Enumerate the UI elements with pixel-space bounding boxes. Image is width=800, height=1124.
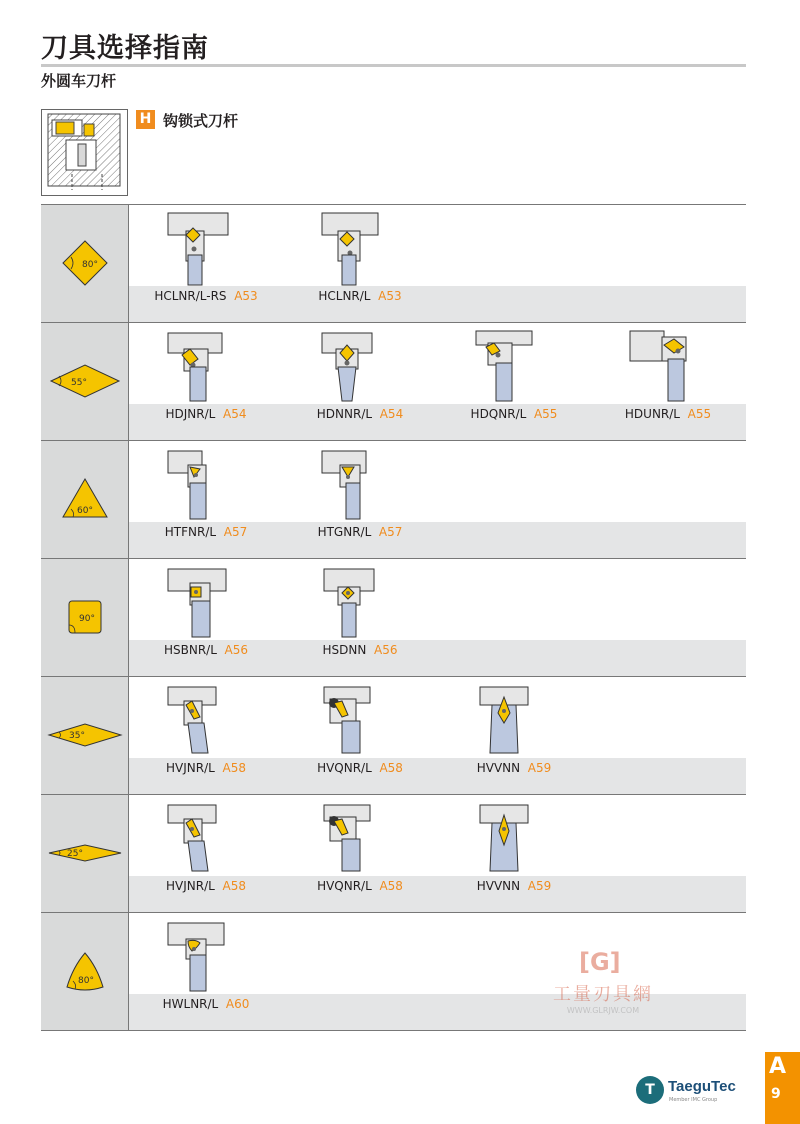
tool-item[interactable] <box>129 795 283 912</box>
insert-shape-cell <box>41 323 129 440</box>
tool-code: HDQNR/L A55 <box>470 407 558 421</box>
tool-item[interactable] <box>283 205 437 322</box>
tool-holder-icon <box>320 801 400 877</box>
tool-code: HCLNR/L-RS A53 <box>154 289 258 303</box>
tool-item[interactable] <box>437 323 591 440</box>
insert-row-60-triangle <box>41 441 746 559</box>
insert-angle-label: 80° <box>82 260 98 270</box>
tool-holder-icon <box>320 447 400 523</box>
tool-code: HSDNN A56 <box>322 643 398 657</box>
tool-code: HTFNR/L A57 <box>164 525 248 539</box>
page-subtitle: 外圆车刀杆 <box>41 72 117 90</box>
tool-item[interactable] <box>591 323 745 440</box>
tool-code: HVVNN A59 <box>476 879 552 893</box>
tool-code: HTGNR/L A57 <box>317 525 403 539</box>
tool-code: HVJNR/L A58 <box>166 879 246 893</box>
holder-section-diagram <box>41 109 128 196</box>
insert-angle-label: 60° <box>77 506 93 516</box>
watermark-text: 工量刃具網 <box>553 984 653 1005</box>
tool-holder-icon <box>628 329 708 405</box>
tool-code: HVVNN A59 <box>476 761 552 775</box>
insert-shape-cell <box>41 559 129 676</box>
tool-item[interactable] <box>283 559 437 676</box>
tool-selection-table <box>41 204 746 1029</box>
logo-emblem-icon: T <box>636 1076 664 1104</box>
page-title: 刀具选择指南 <box>41 33 209 64</box>
section-tab <box>765 1052 800 1124</box>
insert-shape-cell <box>41 441 129 558</box>
tool-item[interactable] <box>129 677 283 794</box>
insert-shape-cell <box>41 677 129 794</box>
holder-type-label: 钩锁式刀杆 <box>163 112 239 130</box>
insert-shape-cell <box>41 913 129 1030</box>
watermark-logo: [G] <box>579 948 621 976</box>
tool-holder-icon <box>320 329 400 405</box>
tool-code: HDNNR/L A54 <box>316 407 404 421</box>
insert-angle-label: 90° <box>79 614 95 624</box>
insert-angle-label: 35° <box>69 731 85 741</box>
tool-item[interactable] <box>129 323 283 440</box>
rhombic-80-insert-icon <box>45 233 125 293</box>
tool-item[interactable] <box>437 677 591 794</box>
tool-holder-icon <box>166 565 246 641</box>
insert-shape-cell <box>41 795 129 912</box>
triangle-60-insert-icon <box>45 469 125 529</box>
tool-code: HVJNR/L A58 <box>166 761 246 775</box>
tool-item[interactable] <box>129 913 283 1030</box>
tool-code: HCLNR/L A53 <box>318 289 402 303</box>
insert-row-35-rhombic <box>41 677 746 795</box>
square-90-insert-icon <box>45 587 125 647</box>
tool-code: HVQNR/L A58 <box>317 879 403 893</box>
insert-row-90-square <box>41 559 746 677</box>
insert-row-55-rhombic <box>41 323 746 441</box>
insert-shape-cell <box>41 205 129 322</box>
tool-item[interactable] <box>283 441 437 558</box>
tool-item[interactable] <box>129 205 283 322</box>
insert-angle-label: 25° <box>67 849 83 859</box>
insert-row-80-rhombic <box>41 205 746 323</box>
rhombic-35-insert-icon <box>45 705 125 765</box>
tool-item[interactable] <box>283 323 437 440</box>
tool-holder-icon <box>166 919 246 995</box>
tool-holder-icon <box>166 329 246 405</box>
holder-type-badge: H <box>136 110 155 129</box>
insert-row-25-rhombic <box>41 795 746 913</box>
title-divider <box>41 64 746 67</box>
tool-code: HSBNR/L A56 <box>163 643 249 657</box>
tool-holder-icon <box>320 683 400 759</box>
insert-angle-label: 80° <box>78 976 94 986</box>
watermark-url: WWW.GLRJW.COM <box>566 1006 640 1015</box>
tool-item[interactable] <box>129 559 283 676</box>
tool-item[interactable] <box>129 441 283 558</box>
brand-logo <box>636 1076 751 1108</box>
tool-holder-icon <box>320 211 400 287</box>
tool-code: HVQNR/L A58 <box>317 761 403 775</box>
tool-code: HDUNR/L A55 <box>624 407 712 421</box>
tool-item[interactable] <box>437 795 591 912</box>
brand-tagline: Member IMC Group <box>669 1097 718 1103</box>
tool-code: HDJNR/L A54 <box>165 407 247 421</box>
tool-item[interactable] <box>283 795 437 912</box>
tool-holder-icon <box>474 801 554 877</box>
tool-holder-icon <box>166 211 246 287</box>
tool-holder-icon <box>166 801 246 877</box>
trigon-80-insert-icon <box>45 941 125 1001</box>
page-number: 9 <box>771 1086 781 1102</box>
tool-code: HWLNR/L A60 <box>162 997 250 1011</box>
tool-holder-icon <box>474 683 554 759</box>
rhombic-25-insert-icon <box>45 823 125 883</box>
insert-angle-label: 55° <box>71 378 87 388</box>
section-letter: A <box>769 1054 787 1079</box>
rhombic-55-insert-icon <box>45 351 125 411</box>
tool-holder-icon <box>166 683 246 759</box>
tool-holder-icon <box>320 565 400 641</box>
site-watermark <box>533 948 673 1018</box>
tool-holder-icon <box>474 329 554 405</box>
tool-holder-icon <box>166 447 246 523</box>
tool-item[interactable] <box>283 677 437 794</box>
brand-name: TaeguTec <box>668 1078 736 1095</box>
